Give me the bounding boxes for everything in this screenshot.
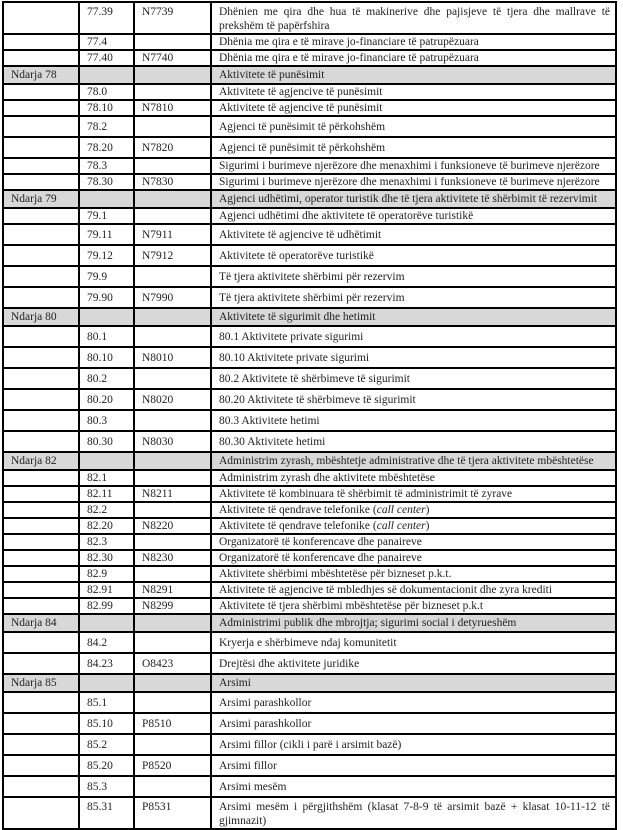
ndarja-cell: Ndarja 84 [3,614,79,632]
code-cell: 82.99 [79,598,134,614]
nace-code-cell [134,566,211,582]
table-row [3,692,616,713]
code-cell: 82.9 [79,566,134,582]
table-row [3,100,616,116]
ndarja-cell [3,50,79,66]
table-row [3,245,616,266]
table-row [3,368,616,389]
table-row [3,550,616,566]
ndarja-cell [3,2,79,34]
nace-code-cell: N8211 [134,486,211,502]
code-cell: 82.11 [79,486,134,502]
table-row [3,797,616,829]
ndarja-cell [3,734,79,755]
code-cell: 78.30 [79,174,134,190]
nace-code-cell: N8230 [134,550,211,566]
code-cell [79,452,134,470]
code-cell: 78.2 [79,116,134,137]
table-row [3,653,616,674]
ndarja-cell [3,245,79,266]
nace-code-cell [134,632,211,653]
code-cell: 80.30 [79,431,134,452]
code-cell: 82.1 [79,470,134,486]
code-cell: 82.91 [79,582,134,598]
nace-code-cell [134,208,211,224]
description-cell: Të tjera aktivitete shërbimi për rezervim [211,287,616,308]
nace-code-cell [134,266,211,287]
description-cell: 80.3 Aktivitete hetimi [211,410,616,431]
code-cell: 85.1 [79,692,134,713]
nace-code-cell [134,368,211,389]
nace-code-cell: N7739 [134,2,211,34]
ndarja-cell: Ndarja 79 [3,190,79,208]
nace-code-cell: N7820 [134,137,211,158]
table-row [3,137,616,158]
table-row [3,287,616,308]
ndarja-cell [3,116,79,137]
code-cell: 79.90 [79,287,134,308]
nace-code-cell: N8291 [134,582,211,598]
code-cell [79,308,134,326]
description-cell: Organizatorë të konferencave dhe panaireve [211,550,616,566]
description-cell: Aktivitete shërbimi mbështetëse për bizneset p.k.t. [211,566,616,582]
ndarja-cell [3,632,79,653]
ndarja-cell [3,100,79,116]
description-cell: Të tjera aktivitete shërbimi për rezervim [211,266,616,287]
code-cell: 80.10 [79,347,134,368]
ndarja-cell [3,287,79,308]
code-cell: 82.30 [79,550,134,566]
description-cell: Aktivitete të agjencive të mbledhjes së dokumentacionit dhe zyra krediti [211,582,616,598]
description-cell: Agjenci udhëtimi, operator turistik dhe të tjera aktivitete të shërbimit të rezervimit [211,190,616,208]
ndarja-cell [3,224,79,245]
table-row [3,566,616,582]
nace-code-cell [134,116,211,137]
nace-code-cell: N7810 [134,100,211,116]
nace-code-cell [134,692,211,713]
nace-code-cell: N8020 [134,389,211,410]
code-cell: 85.10 [79,713,134,734]
ndarja-cell [3,137,79,158]
code-cell: 82.2 [79,502,134,518]
ndarja-cell [3,389,79,410]
description-cell: Dhënia me qira e të mirave jo-financiare të patrupëzuara [211,50,616,66]
description-cell: Dhënien me qira dhe hua të makinerive dhe pajisjeve të tjera dhe mallrave të prekshëm të papërfshira [211,2,616,34]
ndarja-cell [3,692,79,713]
code-cell [79,190,134,208]
code-cell: 82.3 [79,534,134,550]
description-cell: 80.1 Aktivitete private sigurimi [211,326,616,347]
table-row [3,190,616,208]
table-row [3,326,616,347]
ndarja-cell [3,518,79,534]
description-cell: Arsimi fillor (cikli i parë i arsimit bazë) [211,734,616,755]
table-row [3,34,616,50]
table-row [3,614,616,632]
table-row [3,66,616,84]
nace-code-cell [134,190,211,208]
nace-code-cell: N8030 [134,431,211,452]
description-cell: Organizatorë të konferencave dhe panaireve [211,534,616,550]
nace-code-cell: N8299 [134,598,211,614]
ndarja-cell [3,431,79,452]
nace-code-cell [134,614,211,632]
nace-code-cell [134,674,211,692]
nace-code-cell [134,502,211,518]
nace-code-cell [134,734,211,755]
ndarja-cell [3,550,79,566]
code-cell: 77.4 [79,34,134,50]
code-cell: 80.1 [79,326,134,347]
table-row [3,486,616,502]
ndarja-cell [3,208,79,224]
code-cell [79,674,134,692]
ndarja-cell [3,326,79,347]
table-row [3,431,616,452]
nace-code-cell [134,158,211,174]
nace-code-cell: N7830 [134,174,211,190]
ndarja-cell [3,713,79,734]
code-cell [79,614,134,632]
code-cell: 85.20 [79,755,134,776]
table-row [3,389,616,410]
description-cell: Aktivitete të sigurimit dhe hetimit [211,308,616,326]
code-cell [79,66,134,84]
description-cell: Administrim zyrash, mbështetje administrative dhe të tjera aktivitete mbështetëse [211,452,616,470]
table-row [3,224,616,245]
description-cell: Arsimi mesëm i përgjithshëm (klasat 7-8-9 të arsimit bazë + klasat 10-11-12 të gjimnazit) [211,797,616,829]
code-cell: 85.2 [79,734,134,755]
ndarja-cell [3,582,79,598]
ndarja-cell [3,598,79,614]
description-cell: Agjenci të punësimit të përkohshëm [211,137,616,158]
table-row [3,266,616,287]
description-cell: Drejtësi dhe aktivitete juridike [211,653,616,674]
ndarja-cell [3,266,79,287]
description-cell: Arsimi parashkollor [211,713,616,734]
description-cell: Administrim zyrash dhe aktivitete mbështetëse [211,470,616,486]
nace-code-cell [134,308,211,326]
table-row [3,502,616,518]
nace-code-cell: N7911 [134,224,211,245]
table-row [3,208,616,224]
table-row [3,347,616,368]
description-cell: Sigurimi i burimeve njerëzore dhe menaxhimi i funksioneve të burimeve njerëzore [211,174,616,190]
description-cell: Aktivitete të tjera shërbimi mbështetëse për bizneset p.k.t [211,598,616,614]
code-cell: 77.40 [79,50,134,66]
code-cell: 77.39 [79,2,134,34]
code-cell: 84.23 [79,653,134,674]
ndarja-cell [3,486,79,502]
code-cell: 78.0 [79,84,134,100]
description-cell: Agjenci udhëtimi dhe aktivitete të operatorëve turistikë [211,208,616,224]
code-cell: 80.3 [79,410,134,431]
ndarja-cell: Ndarja 85 [3,674,79,692]
table-row [3,84,616,100]
nace-code-cell [134,452,211,470]
description-cell: 80.10 Aktivitete private sigurimi [211,347,616,368]
ndarja-cell: Ndarja 82 [3,452,79,470]
ndarja-cell [3,410,79,431]
nace-code-cell: N7912 [134,245,211,266]
code-cell: 80.20 [79,389,134,410]
ndarja-cell [3,566,79,582]
table-body [3,2,616,829]
table-row [3,674,616,692]
description-cell: Aktivitete të punësimit [211,66,616,84]
ndarja-cell [3,84,79,100]
ndarja-cell [3,174,79,190]
description-cell: Aktivitete të agjencive të punësimit [211,84,616,100]
nace-code-cell: N7740 [134,50,211,66]
code-cell: 79.1 [79,208,134,224]
nace-code-cell [134,534,211,550]
code-cell: 78.20 [79,137,134,158]
table-row [3,632,616,653]
ndarja-cell [3,797,79,829]
table-row [3,452,616,470]
ndarja-cell [3,34,79,50]
description-cell: 80.2 Aktivitete të shërbimeve të sigurimit [211,368,616,389]
table-row [3,713,616,734]
code-cell: 84.2 [79,632,134,653]
table-row [3,755,616,776]
description-cell: Kryerja e shërbimeve ndaj komunitetit [211,632,616,653]
description-cell: Arsimi fillor [211,755,616,776]
nace-code-cell [134,410,211,431]
description-cell: Aktivitete të agjencive të punësimit [211,100,616,116]
ndarja-cell [3,347,79,368]
description-cell: 80.30 Aktivitete hetimi [211,431,616,452]
code-cell: 82.20 [79,518,134,534]
nace-code-cell: N8220 [134,518,211,534]
nace-code-cell: O8423 [134,653,211,674]
table-row [3,734,616,755]
activity-classification-table [2,1,617,830]
table-row [3,174,616,190]
table-row [3,50,616,66]
ndarja-cell [3,755,79,776]
nace-code-cell: P8510 [134,713,211,734]
nace-code-cell: P8520 [134,755,211,776]
table-row [3,308,616,326]
description-cell: Sigurimi i burimeve njerëzore dhe menaxhimi i funksioneve të burimeve njerëzore [211,158,616,174]
nace-code-cell: N7990 [134,287,211,308]
code-cell: 78.3 [79,158,134,174]
nace-code-cell [134,776,211,797]
nace-code-cell [134,66,211,84]
table-row [3,582,616,598]
table-row [3,2,616,34]
description-cell: Aktivitete të agjencive të udhëtimit [211,224,616,245]
code-cell: 79.11 [79,224,134,245]
table-row [3,116,616,137]
ndarja-cell: Ndarja 80 [3,308,79,326]
description-cell: Arsimi [211,674,616,692]
table-row [3,534,616,550]
nace-code-cell [134,84,211,100]
description-cell: Agjenci të punësimit të përkohshëm [211,116,616,137]
ndarja-cell [3,653,79,674]
code-cell: 78.10 [79,100,134,116]
ndarja-cell [3,368,79,389]
nace-code-cell [134,326,211,347]
description-cell: Aktivitete të qendrave telefonike (call center) [211,518,616,534]
ndarja-cell [3,776,79,797]
description-cell: 80.20 Aktivitete të shërbimeve të sigurimit [211,389,616,410]
description-cell: Aktivitete të kombinuara të shërbimit të administrimit të zyrave [211,486,616,502]
table-row [3,776,616,797]
description-cell: Aktivitete të qendrave telefonike (call center) [211,502,616,518]
description-cell: Administrimi publik dhe mbrojtja; sigurimi social i detyrueshëm [211,614,616,632]
table-row [3,470,616,486]
table-row [3,158,616,174]
description-cell: Dhënia me qira e të mirave jo-financiare të patrupëzuara [211,34,616,50]
nace-code-cell [134,34,211,50]
nace-code-cell: N8010 [134,347,211,368]
ndarja-cell [3,470,79,486]
table-row [3,518,616,534]
ndarja-cell [3,534,79,550]
code-cell: 85.31 [79,797,134,829]
code-cell: 79.12 [79,245,134,266]
table-row [3,598,616,614]
ndarja-cell [3,502,79,518]
description-cell: Aktivitete të operatorëve turistikë [211,245,616,266]
nace-code-cell: P8531 [134,797,211,829]
description-cell: Arsimi parashkollor [211,692,616,713]
nace-code-cell [134,470,211,486]
table-row [3,410,616,431]
ndarja-cell: Ndarja 78 [3,66,79,84]
description-cell: Arsimi mesëm [211,776,616,797]
ndarja-cell [3,158,79,174]
code-cell: 85.3 [79,776,134,797]
code-cell: 80.2 [79,368,134,389]
code-cell: 79.9 [79,266,134,287]
